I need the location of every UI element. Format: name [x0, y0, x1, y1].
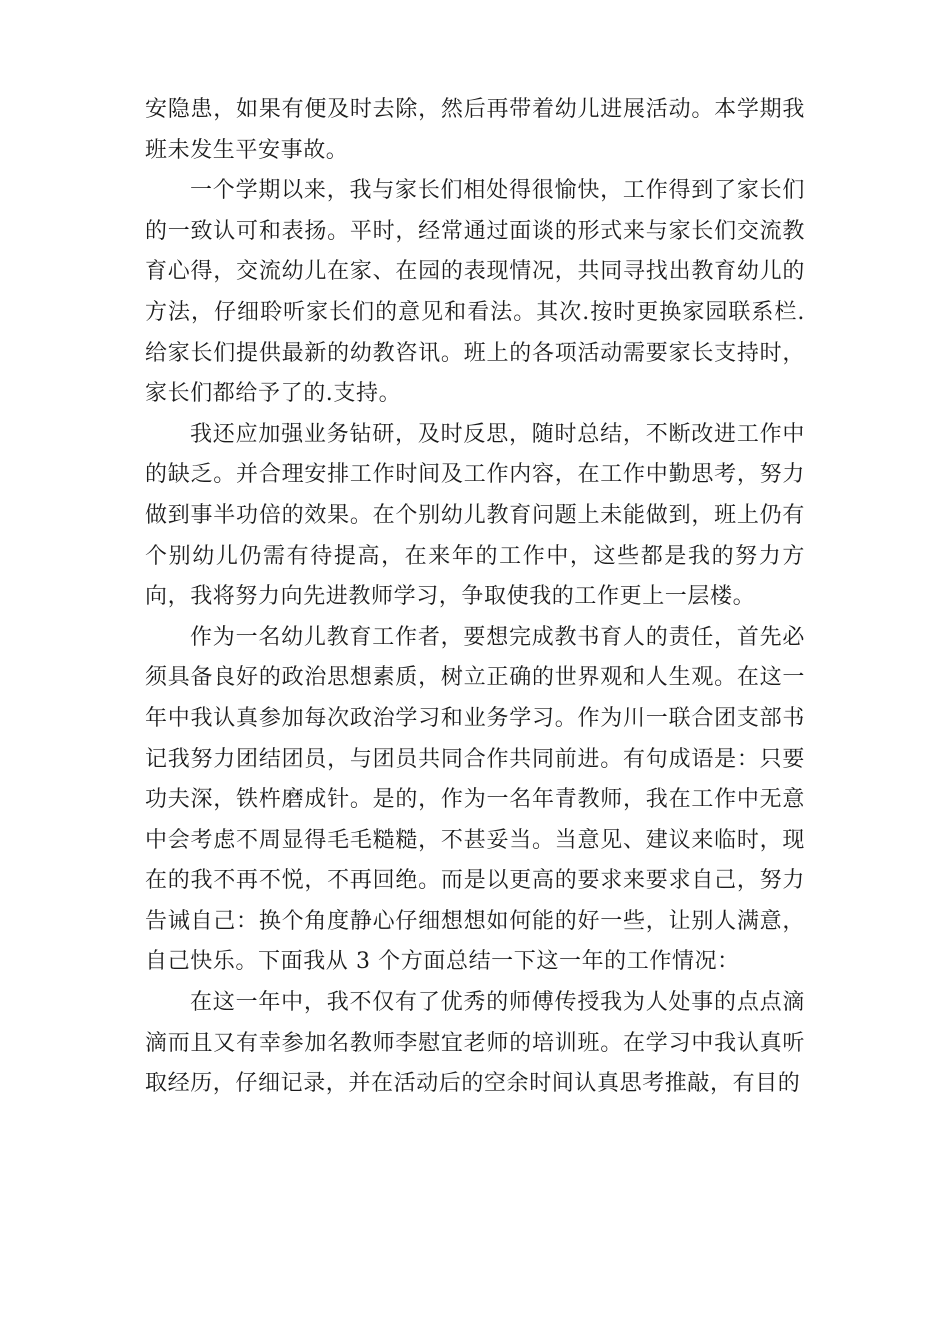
- paragraph-1: 安隐患，如果有便及时去除，然后再带着幼儿进展活动。本学期我班未发生平安事故。: [145, 97, 805, 163]
- paragraph-4: 作为一名幼儿教育工作者，要想完成教书育人的责任，首先必须具备良好的政治思想素质，树立正确的世界观和人生观。在这一年中我认真参加每次政治学习和业务学习。作为川一联合团支部书记我努力团结团员，与团员共同合作共同前进。有句成语是：只要功夫深，铁杵磨成针。是的，作为一名年青教师，我在工作中无意中会考虑不周显得毛毛糙糙，不甚妥当。当意见、建议来临时，现在的我不再不悦，不再回绝。而是以更高的要求来要求自己，努力告诫自己：换个角度静心仔细想想如何能的好一些，让别人满意，自己快乐。下面我从 3 个方面总结一下这一年的工作情况：: [145, 624, 805, 975]
- paragraph-3: 我还应加强业务钻研，及时反思，随时总结，不断改进工作中的缺乏。并合理安排工作时间及工作内容，在工作中勤思考，努力做到事半功倍的效果。在个别幼儿教育问题上未能做到，班上仍有个别幼儿仍需有待提高，在来年的工作中，这些都是我的努力方向，我将努力向先进教师学习，争取使我的工作更上一层楼。: [145, 421, 805, 610]
- document-body: [145, 90, 805, 1105]
- paragraph-2: 一个学期以来，我与家长们相处得很愉快，工作得到了家长们的一致认可和表扬。平时，经常通过面谈的形式来与家长们交流教育心得，交流幼儿在家、在园的表现情况，共同寻找出教育幼儿的方法，仔细聆听家长们的意见和看法。其次.按时更换家园联系栏.给家长们提供最新的幼教咨讯。班上的各项活动需要家长支持时，家长们都给予了的.支持。: [145, 178, 805, 407]
- paragraph-5: 在这一年中，我不仅有了优秀的师傅传授我为人处事的点点滴滴而且又有幸参加名教师李慰宜老师的培训班。在学习中我认真听取经历，仔细记录，并在活动后的空余时间认真思考推敲，有目的: [145, 990, 805, 1097]
